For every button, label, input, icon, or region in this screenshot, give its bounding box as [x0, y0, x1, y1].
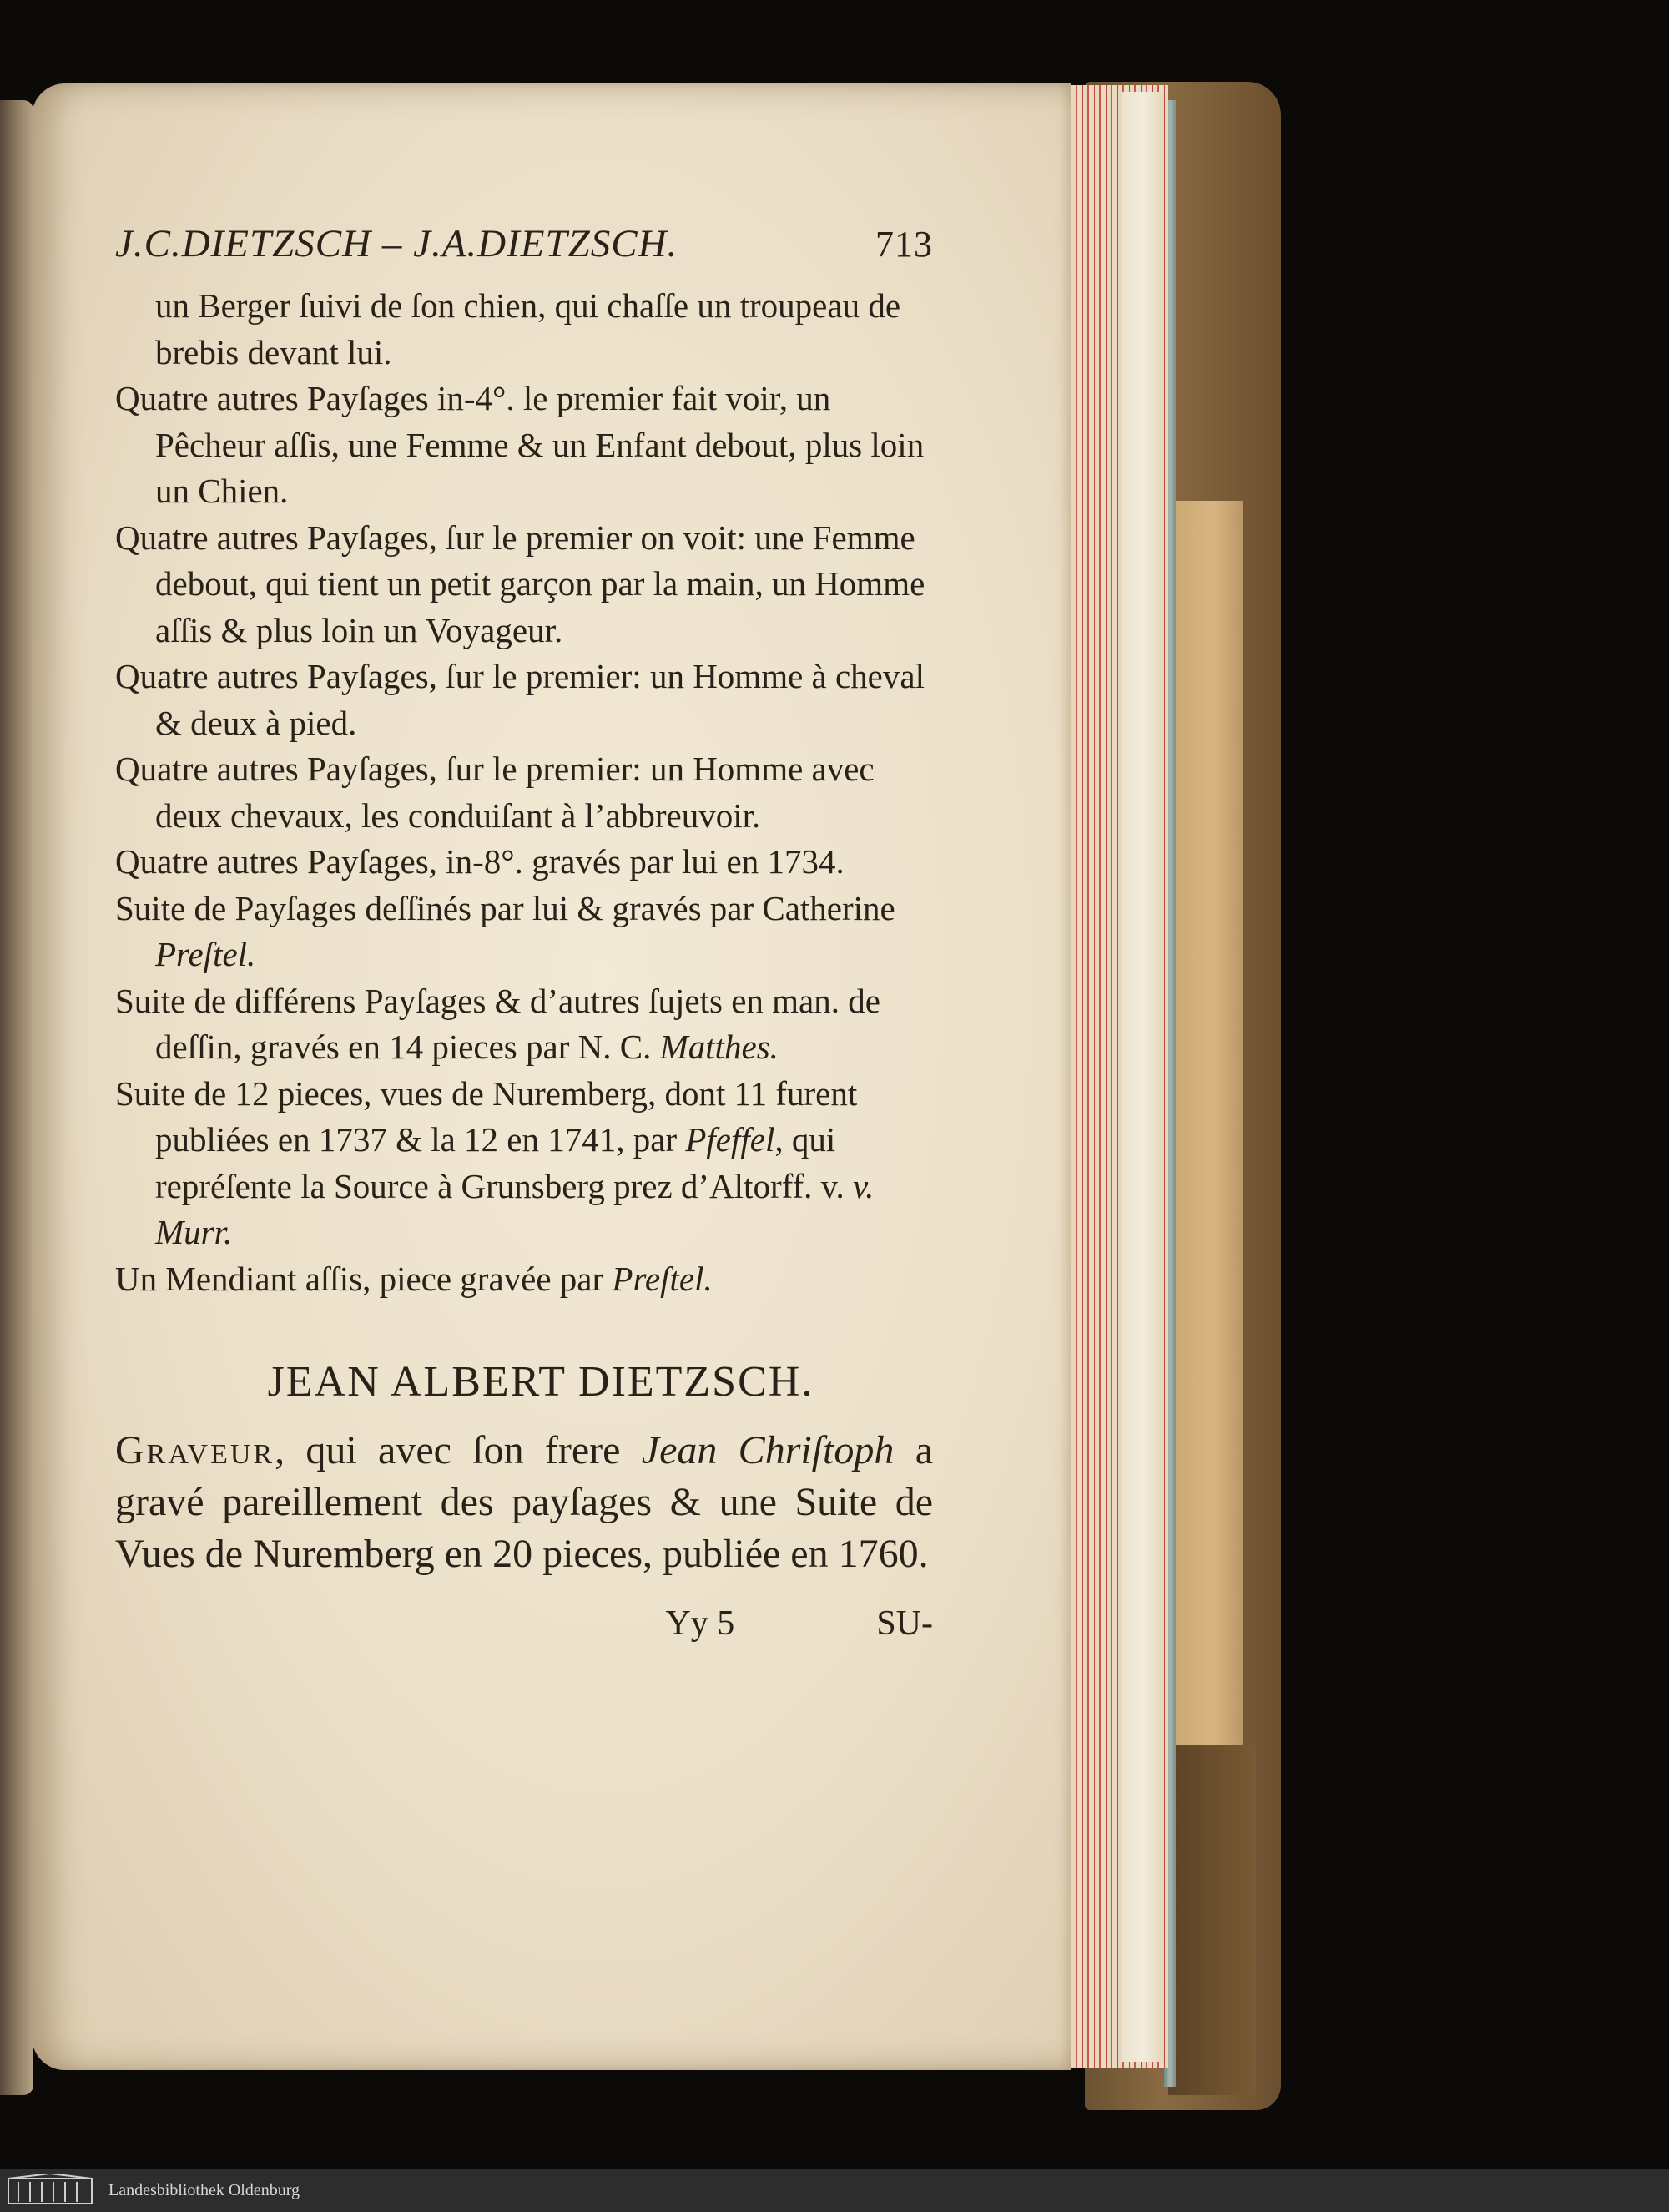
catchword: SU-	[876, 1604, 933, 1643]
entry-text: , qui repréſente la Source à Grunsberg prez d’Altorff. v.	[155, 1120, 853, 1205]
signature-line	[115, 1603, 933, 1644]
page-text-block	[115, 221, 933, 1644]
entry-italic: Preſtel.	[155, 935, 256, 973]
lead-word: Graveur	[115, 1428, 275, 1472]
page-leaves-fore-edge	[1122, 92, 1164, 2062]
body-text: , qui avec ſon frere	[275, 1428, 642, 1472]
running-head	[115, 221, 933, 266]
list-item: Quatre autres Payſages, in-8°. gravés par lui en 1734.	[115, 842, 845, 881]
list-item	[115, 1256, 933, 1303]
section-heading: JEAN ALBERT DIETZSCH.	[267, 1358, 814, 1406]
previous-page-edge	[0, 100, 33, 2095]
entry-text: Suite de Payſages deſſinés par lui & gravés par Catherine	[115, 888, 895, 927]
running-head-title: J.C.DIETZSCH – J.A.DIETZSCH.	[115, 222, 678, 265]
entry-text: Suite de différens Payſages & d’autres ſujets en man. de deſſin, gravés en 14 pieces par N. C.	[115, 981, 880, 1066]
catalogue-entries	[115, 283, 933, 1302]
entry-italic: Pfeffel	[685, 1120, 775, 1159]
list-item: Quatre autres Payſages in-4°. le premier fait voir, un Pêcheur aſſis, une Femme & un Enfant debout, plus loin un Chien.	[115, 379, 925, 510]
list-item: Quatre autres Payſages, ſur le premier on voit: une Femme debout, qui tient un petit garçon par la main, un Homme aſſis & plus loin un Voyageur.	[115, 518, 925, 649]
list-item	[115, 978, 933, 1071]
book-page	[32, 83, 1071, 2070]
cover-inner-board	[1168, 501, 1243, 1770]
library-building-icon	[7, 2174, 98, 2207]
biography-paragraph	[115, 1425, 933, 1580]
signature-mark: Yy 5	[665, 1604, 735, 1643]
list-item: Quatre autres Payſages, ſur le premier: un Homme à cheval & deux à pied.	[115, 657, 925, 742]
list-item: un Berger ſuivi de ſon chien, qui chaſſe un troupeau de brebis devant lui.	[155, 286, 901, 371]
body-italic-name: Jean Chriſtoph	[641, 1428, 895, 1472]
entry-text: Un Mendiant aſſis, piece gravée par	[115, 1259, 613, 1298]
entry-italic: Preſtel.	[612, 1259, 713, 1298]
library-name: Landesbibliothek Oldenburg	[108, 2180, 300, 2199]
body-text: a gravé pareillement des payſages & une Suite de Vues de Nuremberg en 20 pieces, publiée en 1760.	[115, 1428, 934, 1576]
list-item	[115, 1071, 933, 1256]
entry-italic: v. Murr.	[155, 1166, 875, 1251]
entry-italic: Matthes.	[659, 1028, 779, 1066]
cover-lower-board	[1168, 1745, 1256, 2095]
page-number: 713	[875, 224, 933, 265]
entry-text: Suite de 12 pieces, vues de Nuremberg, dont 11 furent publiées en 1737 & la 12 en 1741, par	[115, 1073, 858, 1159]
list-item	[115, 886, 933, 978]
list-item: Quatre autres Payſages, ſur le premier: un Homme avec deux chevaux, les conduiſant à l’abbreuvoir.	[115, 750, 875, 835]
library-footer-bar	[0, 2169, 1669, 2212]
